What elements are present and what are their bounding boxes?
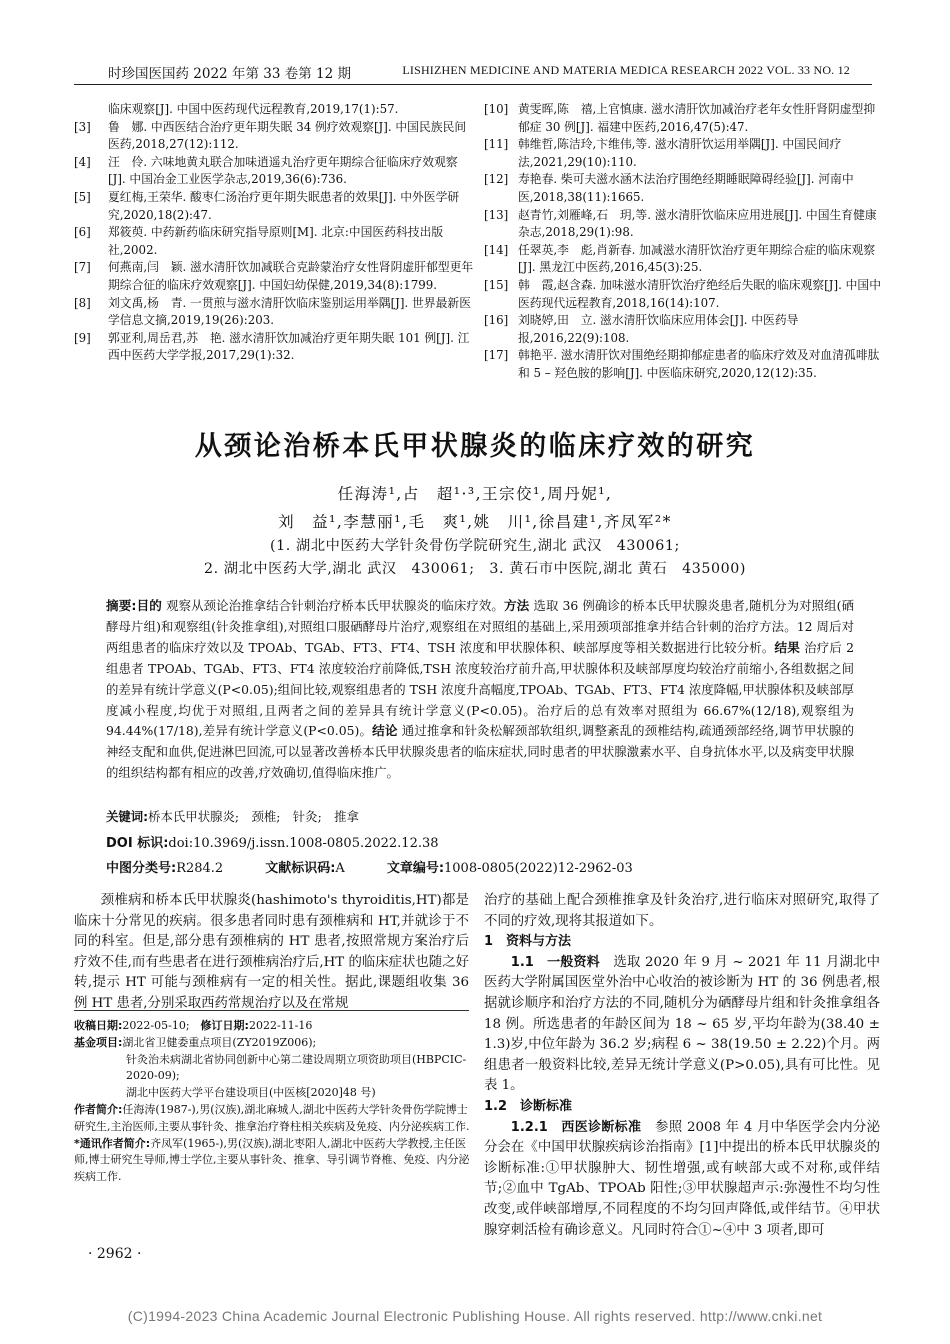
reference-number: [15] — [484, 277, 509, 292]
reference-number: [12] — [484, 172, 509, 187]
corresponding-label: *通讯作者简介: — [74, 1136, 151, 1150]
reference-number: [3] — [74, 119, 91, 134]
keywords-label: 关键词: — [106, 809, 149, 824]
reference-text: 韩 霞,赵含森. 加味滋水清肝饮治疗绝经后失眠的临床观察[J]. 中国中医药现代远程教育,2018,16(14):107. — [518, 277, 881, 310]
reference-text: 刘晓婷,田 立. 滋水清肝饮临床应用体会[J]. 中医药导报,2016,22(9):108. — [518, 313, 799, 345]
section-heading-1: 1 资料与方法 — [484, 934, 572, 950]
section-1-1-label: 1.1 一般资料 — [510, 954, 600, 970]
copyright-footer: (C)1994-2023 China Academic Journal Electronic Publishing House. All rights reserved. http://www.cnki.net — [127, 1308, 823, 1324]
clc-label: 中图分类号: — [106, 861, 177, 876]
reference-item — [484, 171, 881, 206]
reference-number: [8] — [74, 295, 91, 310]
section-1-2-1-text: 参照 2008 年 4 月中华医学会内分泌分会在《中国甲状腺疾病诊治指南》[1]中提出的桥本氏甲状腺炎的诊断标准:①甲状腺肿大、韧性增强,或有峡部大或不对称,或伴结节;②血中 TgAb、TPOAb 阳性;③甲状腺超声示:弥漫性不均匀性改变,或伴峡部增厚,不同程度的不均匀回声降低,或伴结节。④甲状腺穿刺活检有确诊意义。凡同时符合①~④中 3 项者,即可 — [484, 1119, 881, 1238]
reference-text: 临床观察[J]. 中国中医药现代远程教育,2019,17(1):57. — [108, 102, 399, 116]
reference-text: 郑筱萸. 中药新药临床研究指导原则[M]. 北京:中国医药科技出版社,2002. — [108, 225, 444, 257]
received-date: 2022-05-10; — [122, 1019, 190, 1032]
article-number-label: 文章编号: — [386, 861, 445, 876]
references-right-column — [484, 101, 881, 383]
date-line — [74, 1018, 474, 1035]
journal-header-right: LISHIZHEN MEDICINE AND MATERIA MEDICA RESEARCH 2022 VOL. 33 NO. 12 — [402, 63, 850, 77]
received-label: 收稿日期: — [74, 1019, 123, 1032]
reference-text: 夏红梅,王荣华. 酸枣仁汤治疗更年期失眠患者的效果[J]. 中外医学研究,2020,18(2):47. — [108, 189, 460, 222]
corresponding-author-bio — [74, 1136, 474, 1186]
footnotes — [74, 1018, 474, 1186]
section-1-1 — [484, 953, 880, 1097]
doi-label: DOI 标识: — [106, 836, 169, 851]
abstract — [106, 596, 854, 784]
reference-item — [484, 207, 881, 242]
reference-text: 韩维哲,陈洁玲,卞维伟,等. 滋水清肝饮运用举隅[J]. 中国民间疗法,2021,29(10):110. — [518, 137, 842, 169]
reference-item — [484, 101, 881, 136]
reference-text: 何燕南,闫 颖. 滋水清肝饮加减联合克龄蒙治疗女性肾阴虚肝郁型更年期综合征的临床疗效观察[J]. 中国妇幼保健,2019,34(8):1799. — [108, 260, 474, 292]
reference-number: [11] — [484, 137, 509, 152]
section-heading-1-2: 1.2 诊断标准 — [484, 1098, 573, 1114]
reference-item — [484, 136, 881, 171]
reference-text: 赵青竹,刘雁峰,石 玥,等. 滋水清肝饮临床应用进展[J]. 中国生育健康杂志,2018,29(1):98. — [518, 207, 877, 240]
section-1-1-text: 选取 2020 年 9 月 ~ 2021 年 11 月湖北中医药大学附属国医堂外治中心收治的被诊断为 HT 的 36 例患者,根据就诊顺序和治疗方法的不同,随机分为硒酵母片组和针灸推拿组各 18 例。所选患者的年龄区间为 18 ~ 65 岁,平均年龄为(38.40 ± 1.3)岁,中位年龄为 36.2 岁;病程 6 ~ 38(19.50 ± 2.22)个月。两组患者一般资料比较,差异无统计学意义(P>0.05),具有可比性。见表 1。 — [484, 954, 881, 1094]
reference-number: [6] — [74, 225, 91, 240]
revised-label: 修订日期: — [200, 1019, 249, 1032]
abstract-label: 摘要: — [106, 598, 137, 613]
reference-item — [484, 347, 881, 382]
author-bio — [74, 1102, 474, 1136]
article-title: 从颈论治桥本氏甲状腺炎的临床疗效的研究 — [194, 431, 756, 462]
author-list-line-2: 刘 益¹,李慧丽¹,毛 爽¹,姚 川¹,徐昌建¹,齐凤军²* — [278, 513, 672, 531]
reference-number: [9] — [74, 330, 91, 345]
journal-header-left: 时珍国医国药 2022 年第 33 卷第 12 期 — [108, 66, 351, 82]
reference-number: [10] — [484, 102, 509, 116]
affiliation-line-1: (1. 湖北中医药大学针灸骨伤学院研究生,湖北 武汉 430061; — [270, 538, 680, 554]
author-list-line-1: 任海涛¹,占 超¹·³,王宗佼¹,周丹妮¹, — [337, 485, 613, 503]
reference-item — [74, 119, 474, 154]
revised-date: 2022-11-16 — [248, 1019, 313, 1032]
section-1-2-1 — [484, 1118, 880, 1242]
keywords-text: 桥本氏甲状腺炎; 颈椎; 针灸; 推拿 — [148, 809, 359, 824]
reference-item — [74, 224, 474, 259]
reference-item — [484, 277, 881, 312]
corresponding-text: 齐凤军(1965-),男(汉族),湖北枣阳人,湖北中医药大学教授,主任医师,博士研究生导师,博士学位,主要从事针灸、推拿、导引调节脊椎、免疫、内分泌疾病工作. — [74, 1136, 470, 1184]
header-divider — [74, 84, 872, 85]
footnote-divider — [74, 1010, 469, 1011]
reference-item — [74, 259, 474, 294]
reference-number: [13] — [484, 207, 509, 222]
fund-3: 湖北中医药大学平台建设项目(中医核[2020]48 号) — [126, 1086, 376, 1100]
author-bio-label: 作者简介: — [74, 1102, 123, 1116]
doi-line — [106, 832, 439, 851]
reference-text: 刘文禹,杨 青. 一贯煎与滋水清肝饮临床鉴别运用举隅[J]. 世界最新医学信息文摘,2019,19(26):203. — [108, 295, 471, 328]
intro-paragraph: 颈椎病和桥本氏甲状腺炎(hashimoto's thyroiditis,HT)都是临床十分常见的疾病。很多患者同时患有颈椎病和 HT,并就诊于不同的科室。但是,部分患有颈椎病的 HT 患者,按照常规方案治疗后疗效不佳,而有些患者在进行颈椎病治疗后,HT 的临床症状也随之好转,提示 HT 可能与颈椎病有一定的相关性。据此,课题组收集 36 例 HT 患者,分别采取西药常规治疗以及在常规 — [74, 893, 469, 1011]
fund-label: 基金项目: — [74, 1035, 123, 1049]
page-number: · 2962 · — [88, 1246, 142, 1262]
reference-item — [74, 101, 474, 119]
affiliation-line-2: 2. 湖北中医药大学,湖北 武汉 430061; 3. 黄石市中医院,湖北 黄石 435000) — [203, 561, 747, 577]
reference-text: 汪 伶. 六味地黄丸联合加味逍遥丸治疗更年期综合征临床疗效观察[J]. 中国冶金工业医学杂志,2019,36(6):736. — [108, 154, 458, 187]
doc-code-value: A — [335, 861, 345, 876]
reference-text: 寿艳春. 柴可夫滋水涵木法治疗围绝经期睡眠障碍经验[J]. 河南中医,2018,38(11):1665. — [518, 172, 854, 204]
references-left-column — [74, 101, 474, 365]
objective-label: 目的 — [136, 598, 163, 613]
classification-line — [106, 857, 866, 876]
doi-link[interactable]: doi:10.3969/j.issn.1008-0805.2022.12.38 — [168, 836, 439, 851]
fund-1: 湖北省卫健委重点项目(ZY2019Z006); — [122, 1035, 317, 1049]
reference-number: [5] — [74, 189, 91, 204]
reference-text: 任翠英,李 彪,肖新春. 加减滋水清肝饮治疗更年期综合症的临床观察[J]. 黑龙江中医药,2016,45(3):25. — [518, 242, 876, 275]
conclusion-text: 通过推拿和针灸松解颈部软组织,调整紊乱的颈椎结构,疏通颈部经络,调节甲状腺的神经支配和血供,促进淋巴回流,可以显著改善桥本氏甲状腺炎患者的临床症状,同时患者的甲状腺激素水平、自身抗体水平,以及病变甲状腺的组织结构都有相应的改善,疗效确切,值得临床推广。 — [106, 723, 854, 781]
doc-code-label: 文献标识码: — [265, 861, 336, 876]
reference-number: [17] — [484, 348, 509, 363]
method-text: 选取 36 例确诊的桥本氏甲状腺炎患者,随机分为对照组(硒酵母片组)和观察组(针灸推拿组),对照组口服硒酵母片治疗,观察组在对照组的基础上,采用颈项部推拿并结合针刺的治疗方法。12 周后对两组患者的临床疗效以及 TPOAb、TGAb、FT3、FT4、TSH 浓度和甲状腺体积、峡部厚度等相关数据进行比较分析。 — [106, 598, 855, 655]
result-label: 结果 — [774, 639, 801, 655]
reference-item — [74, 189, 474, 224]
author-bio-text: 任海涛(1987-),男(汉族),湖北麻城人,湖北中医药大学针灸骨伤学院博士研究生,主治医师,主要从事针灸、推拿治疗脊柱相关疾病及免疫、内分泌疾病工作. — [74, 1102, 470, 1133]
reference-number: [7] — [74, 260, 91, 275]
article-number-value: 1008-0805(2022)12-2962-03 — [444, 861, 633, 876]
body-right-column — [484, 891, 880, 1241]
reference-text: 郭亚利,周岳君,苏 艳. 滋水清肝饮加减治疗更年期失眠 101 例[J]. 江西中医药大学学报,2017,29(1):32. — [108, 330, 470, 363]
reference-item — [484, 312, 881, 347]
fund-line — [74, 1035, 474, 1052]
reference-text: 黄雯晖,陈 禧,上官慎康. 滋水清肝饮加减治疗老年女性肝肾阴虚型抑郁症 30 例[J]. 福建中医药,2016,47(5):47. — [518, 102, 876, 134]
method-label: 方法 — [503, 598, 530, 613]
reference-number: [4] — [74, 154, 91, 169]
reference-item — [484, 242, 881, 277]
reference-number: [14] — [484, 242, 509, 257]
conclusion-label: 结论 — [372, 723, 398, 739]
reference-text: 鲁 娜. 中西医结合治疗更年期失眠 34 例疗效观察[J]. 中国民族民间医药,2018,27(12):112. — [108, 119, 467, 152]
reference-number: [16] — [484, 313, 509, 328]
reference-item — [74, 295, 474, 330]
objective-text: 观察从颈论治推拿结合针刺治疗桥本氏甲状腺炎的临床疗效。 — [162, 598, 504, 613]
fund-2: 针灸治未病湖北省协同创新中心第二建设周期立项资助项目(HBPCIC-2020-09); — [126, 1052, 467, 1083]
reference-item — [74, 330, 474, 365]
section-1-2-1-label: 1.2.1 西医诊断标准 — [510, 1119, 642, 1135]
reference-text: 韩艳平. 滋水清肝饮对围绝经期抑郁症患者的临床疗效及对血清孤啡肽和 5 – 羟色胺的影响[J]. 中医临床研究,2020,12(12):35. — [518, 348, 880, 380]
result-text: 治疗后 2 组患者 TPOAb、TGAb、FT3、FT4 浓度较治疗前降低,TSH 浓度较治疗前升高,甲状腺体积及峡部厚度均较治疗前缩小,各组数据之间的差异有统计学意义(P<0.05);组间比较,观察组患者的 TSH 浓度升高幅度,TPOAb、TGAb、FT3、FT4 浓度降幅,甲状腺体积及峡部厚度减小程度,均优于对照组,且两者之间的差异具有统计学意义(P<0.05)。治疗后的总有效率对照组为 66.67%(12/18),观察组为 94.44%(17/18),差异有统计学意义(P<0.05)。 — [106, 639, 854, 739]
intro-continuation: 治疗的基础上配合颈椎推拿及针灸治疗,进行临床对照研究,取得了不同的疗效,现将其报道如下。 — [484, 893, 880, 929]
reference-item — [74, 154, 474, 189]
keywords — [106, 807, 359, 825]
clc-value: R284.2 — [176, 861, 224, 876]
